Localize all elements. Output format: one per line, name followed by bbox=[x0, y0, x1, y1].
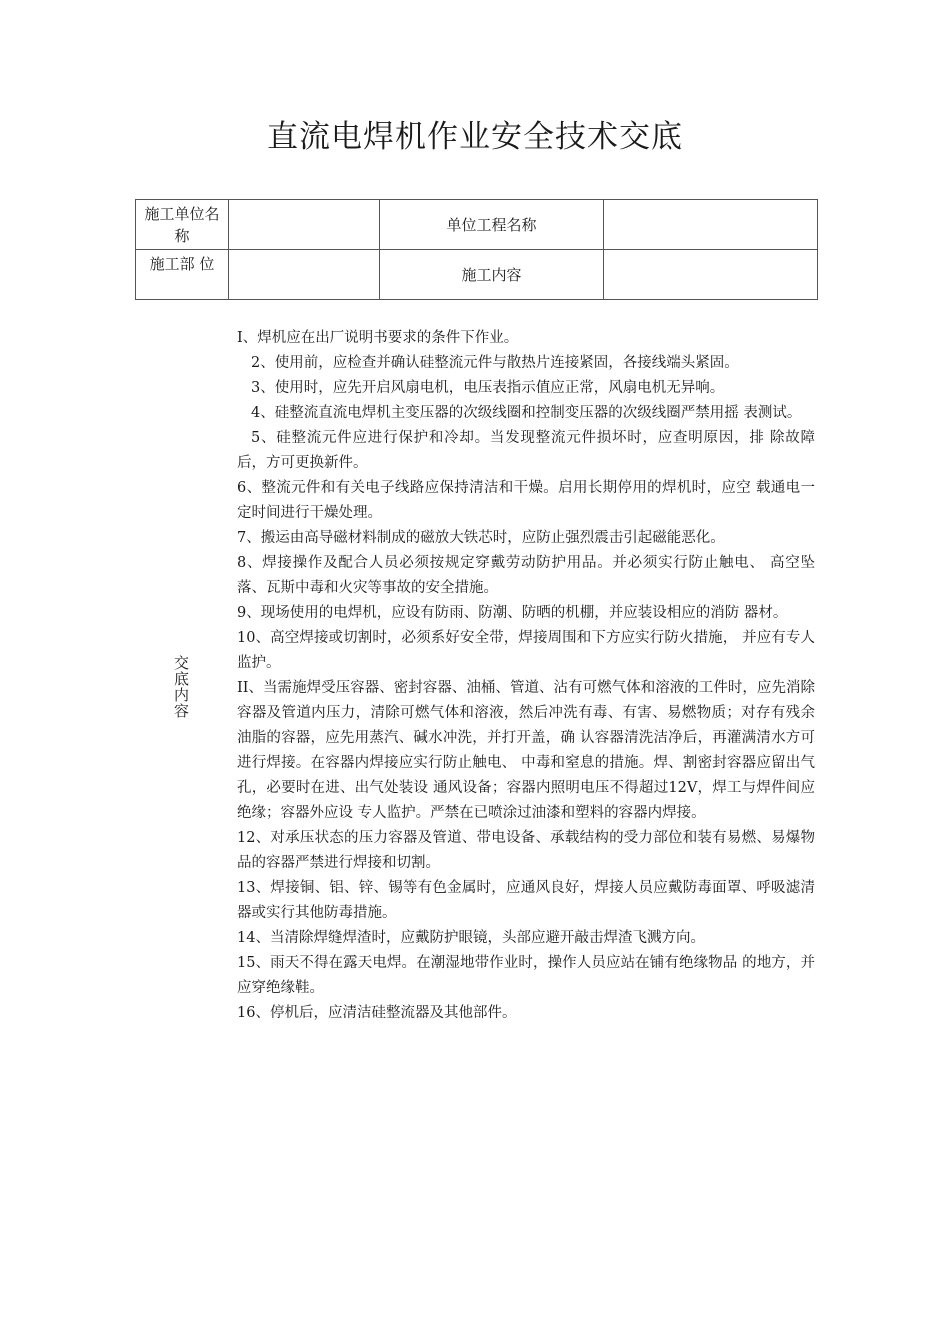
project-info-table bbox=[135, 199, 818, 300]
list-item: 13、焊接铜、铝、锌、锡等有色金属时，应通风良好，焊接人员应戴防毒面罩、呼吸滤清器或实行其他防毒措施。 bbox=[237, 880, 815, 921]
unit-name-label: 施工单位名称 bbox=[136, 200, 229, 250]
list-item: 5、硅整流元件应进行保护和冷却。当发现整流元件损坏时，应查明原因，排 除故障后，方可更换新件。 bbox=[237, 430, 815, 471]
construction-content-value[interactable] bbox=[604, 250, 818, 300]
project-name-label: 单位工程名称 bbox=[380, 200, 604, 250]
list-item: 15、雨天不得在露天电焊。在潮湿地带作业时，操作人员应站在铺有绝缘物品 的地方，并应穿绝缘鞋。 bbox=[237, 955, 815, 996]
briefing-content-label: 交底内容 bbox=[172, 655, 190, 719]
list-item: 3、使用时，应先开启风扇电机，电压表指示值应正常，风扇电机无异响。 bbox=[251, 380, 725, 396]
list-item: II、当需施焊受压容器、密封容器、油桶、管道、沾有可燃气体和溶液的工件时，应先消除容器及管道内压力，清除可燃气体和溶液，然后冲洗有毒、有害、易燃物质；对存有残余油脂的容器，应先用蒸汽、碱水冲洗，并打开盖，确 认容器清洗洁净后，再灌满清水方可进行焊接。在容器内焊接应实行防止触电、 中毒和窒息的措施。焊、割密封容器应留出气孔，必要时在进、出气处装设 通风设备；容器内照明电压不得超过12V，焊工与焊件间应绝缘；容器外应设 专人监护。严禁在已喷涂过油漆和塑料的容器内焊接。 bbox=[237, 680, 815, 821]
list-item: 10、高空焊接或切割时，必须系好安全带，焊接周围和下方应实行防火措施， 并应有专人监护。 bbox=[237, 630, 815, 671]
page-title: 直流电焊机作业安全技术交底 bbox=[267, 119, 683, 155]
list-item: 9、现场使用的电焊机，应设有防雨、防潮、防晒的机棚，并应装设相应的消防 器材。 bbox=[237, 605, 788, 621]
construction-content-label: 施工内容 bbox=[380, 250, 604, 300]
briefing-content bbox=[237, 326, 815, 1026]
list-item: I、焊机应在出厂说明书要求的条件下作业。 bbox=[237, 330, 519, 346]
list-item: 2、使用前，应检查并确认硅整流元件与散热片连接紧固，各接线端头紧固。 bbox=[251, 355, 739, 371]
construction-part-label: 施工部 位 bbox=[136, 250, 229, 300]
list-item: 6、整流元件和有关电子线路应保持清洁和干燥。启用长期停用的焊机时，应空 载通电一定时间进行干燥处理。 bbox=[237, 480, 815, 521]
construction-part-value[interactable] bbox=[229, 250, 380, 300]
table-row bbox=[136, 250, 818, 300]
list-item: 7、搬运由高导磁材料制成的磁放大铁芯时，应防止强烈震击引起磁能恶化。 bbox=[237, 530, 725, 546]
list-item: 8、焊接操作及配合人员必须按规定穿戴劳动防护用品。并必须实行防止触电、 高空坠落、瓦斯中毒和火灾等事故的安全措施。 bbox=[237, 555, 815, 596]
list-item: 4、硅整流直流电焊机主变压器的次级线圈和控制变压器的次级线圈严禁用摇 表测试。 bbox=[251, 405, 802, 421]
list-item: 16、停机后，应清洁硅整流器及其他部件。 bbox=[237, 1005, 517, 1021]
list-item: 14、当清除焊缝焊渣时，应戴防护眼镜，头部应避开敲击焊渣飞溅方向。 bbox=[237, 930, 705, 946]
project-name-value[interactable] bbox=[604, 200, 818, 250]
list-item: 12、对承压状态的压力容器及管道、带电设备、承载结构的受力部位和装有易燃、易爆物品的容器严禁进行焊接和切割。 bbox=[237, 830, 815, 871]
table-row bbox=[136, 200, 818, 250]
unit-name-value[interactable] bbox=[229, 200, 380, 250]
